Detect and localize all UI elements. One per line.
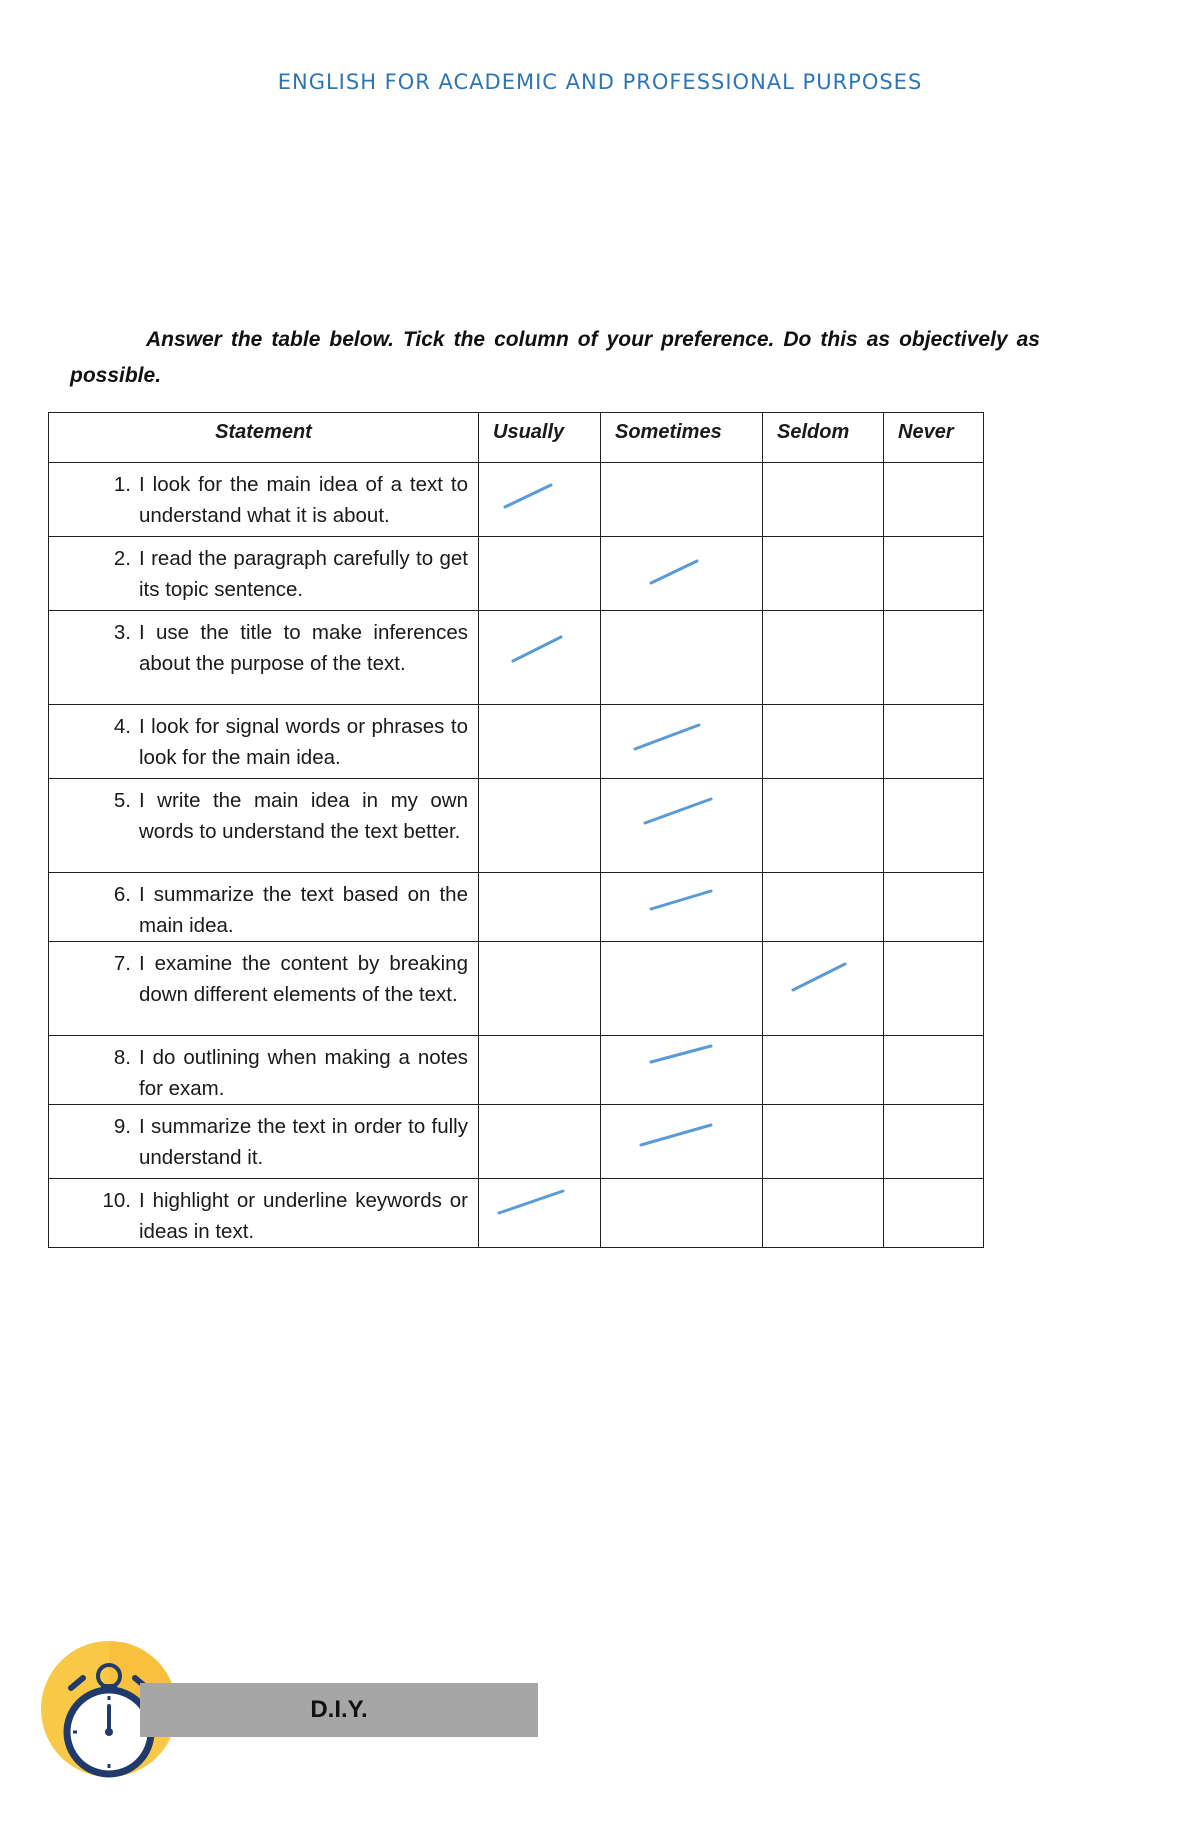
tick-mark <box>479 463 600 536</box>
choice-cell-usually[interactable] <box>479 1179 601 1248</box>
choice-cell-usually[interactable] <box>479 537 601 611</box>
tick-mark <box>601 1036 762 1104</box>
choice-cell-never[interactable] <box>884 463 984 537</box>
choice-cell-sometimes[interactable] <box>601 1105 763 1179</box>
tick-mark <box>601 1105 762 1178</box>
statement-number: 6. <box>113 883 131 906</box>
table-row <box>49 779 984 873</box>
choice-cell-usually[interactable] <box>479 873 601 942</box>
statement-text: I look for the main idea of a text to understand what it is about. <box>139 473 468 527</box>
statement-cell <box>49 779 479 873</box>
statement-text: I read the paragraph carefully to get its topic sentence. <box>139 547 468 601</box>
choice-cell-usually[interactable] <box>479 463 601 537</box>
statement-cell <box>49 1036 479 1105</box>
choice-cell-never[interactable] <box>884 942 984 1036</box>
statement-cell <box>49 463 479 537</box>
table-row <box>49 463 984 537</box>
column-header-never: Never <box>884 413 984 463</box>
choice-cell-never[interactable] <box>884 779 984 873</box>
choice-cell-usually[interactable] <box>479 1105 601 1179</box>
choice-cell-sometimes[interactable] <box>601 1179 763 1248</box>
choice-cell-sometimes[interactable] <box>601 779 763 873</box>
statement-cell <box>49 611 479 705</box>
table-header-row <box>49 413 984 463</box>
choice-cell-never[interactable] <box>884 705 984 779</box>
choice-cell-seldom[interactable] <box>763 537 884 611</box>
statement-number: 3. <box>113 621 131 644</box>
statement-text: I summarize the text based on the main idea. <box>139 883 468 937</box>
statement-cell <box>49 705 479 779</box>
instructions-text: Answer the table below. Tick the column of your preference. Do this as objectively as possible. <box>70 328 1040 387</box>
table-row <box>49 611 984 705</box>
statement-number: 2. <box>113 547 131 570</box>
statement-cell <box>49 873 479 942</box>
statement-text: I examine the content by breaking down different elements of the text. <box>139 952 468 1006</box>
choice-cell-seldom[interactable] <box>763 1105 884 1179</box>
choice-cell-sometimes[interactable] <box>601 611 763 705</box>
column-header-seldom: Seldom <box>763 413 884 463</box>
choice-cell-sometimes[interactable] <box>601 705 763 779</box>
document-header-title: ENGLISH FOR ACADEMIC AND PROFESSIONAL PURPOSES <box>277 70 923 94</box>
statement-cell <box>49 1105 479 1179</box>
choice-cell-usually[interactable] <box>479 942 601 1036</box>
tick-mark <box>601 705 762 778</box>
table-row <box>49 1036 984 1105</box>
statement-cell <box>49 942 479 1036</box>
choice-cell-sometimes[interactable] <box>601 942 763 1036</box>
choice-cell-sometimes[interactable] <box>601 537 763 611</box>
statement-text: I write the main idea in my own words to understand the text better. <box>139 789 468 843</box>
tick-mark <box>763 942 883 1035</box>
choice-cell-seldom[interactable] <box>763 705 884 779</box>
statement-number: 5. <box>113 789 131 812</box>
table-row <box>49 1179 984 1248</box>
choice-cell-never[interactable] <box>884 1179 984 1248</box>
choice-cell-sometimes[interactable] <box>601 463 763 537</box>
statement-text: I highlight or underline keywords or ideas in text. <box>139 1189 468 1243</box>
statement-number: 1. <box>113 473 131 496</box>
statement-number: 4. <box>113 715 131 738</box>
choice-cell-seldom[interactable] <box>763 942 884 1036</box>
statement-text: I use the title to make inferences about the purpose of the text. <box>139 621 468 675</box>
diy-label: D.I.Y. <box>310 1696 368 1723</box>
choice-cell-seldom[interactable] <box>763 611 884 705</box>
table-row <box>49 705 984 779</box>
choice-cell-never[interactable] <box>884 611 984 705</box>
table-row <box>49 1105 984 1179</box>
choice-cell-usually[interactable] <box>479 779 601 873</box>
statement-number: 7. <box>113 952 131 975</box>
choice-cell-sometimes[interactable] <box>601 873 763 942</box>
choice-cell-seldom[interactable] <box>763 463 884 537</box>
table-row <box>49 537 984 611</box>
tick-mark <box>479 1179 600 1247</box>
choice-cell-usually[interactable] <box>479 705 601 779</box>
table-row <box>49 942 984 1036</box>
choice-cell-never[interactable] <box>884 537 984 611</box>
statement-number: 10. <box>102 1189 131 1212</box>
choice-cell-seldom[interactable] <box>763 873 884 942</box>
statement-text: I summarize the text in order to fully understand it. <box>139 1115 468 1169</box>
tick-mark <box>601 779 762 872</box>
tick-mark <box>479 611 600 704</box>
choice-cell-seldom[interactable] <box>763 1179 884 1248</box>
statement-number: 9. <box>113 1115 131 1138</box>
column-header-statement: Statement <box>49 413 479 463</box>
tick-mark <box>601 537 762 610</box>
tick-mark <box>601 873 762 941</box>
preference-table <box>48 412 984 1248</box>
choice-cell-never[interactable] <box>884 873 984 942</box>
choice-cell-seldom[interactable] <box>763 1036 884 1105</box>
table-row <box>49 873 984 942</box>
choice-cell-usually[interactable] <box>479 611 601 705</box>
column-header-sometimes: Sometimes <box>601 413 763 463</box>
choice-cell-sometimes[interactable] <box>601 1036 763 1105</box>
choice-cell-seldom[interactable] <box>763 779 884 873</box>
statement-text: I do outlining when making a notes for exam. <box>139 1046 468 1100</box>
statement-number: 8. <box>113 1046 131 1069</box>
choice-cell-never[interactable] <box>884 1036 984 1105</box>
statement-text: I look for signal words or phrases to look for the main idea. <box>139 715 468 769</box>
choice-cell-usually[interactable] <box>479 1036 601 1105</box>
choice-cell-never[interactable] <box>884 1105 984 1179</box>
column-header-usually: Usually <box>479 413 601 463</box>
statement-cell <box>49 1179 479 1248</box>
statement-cell <box>49 537 479 611</box>
